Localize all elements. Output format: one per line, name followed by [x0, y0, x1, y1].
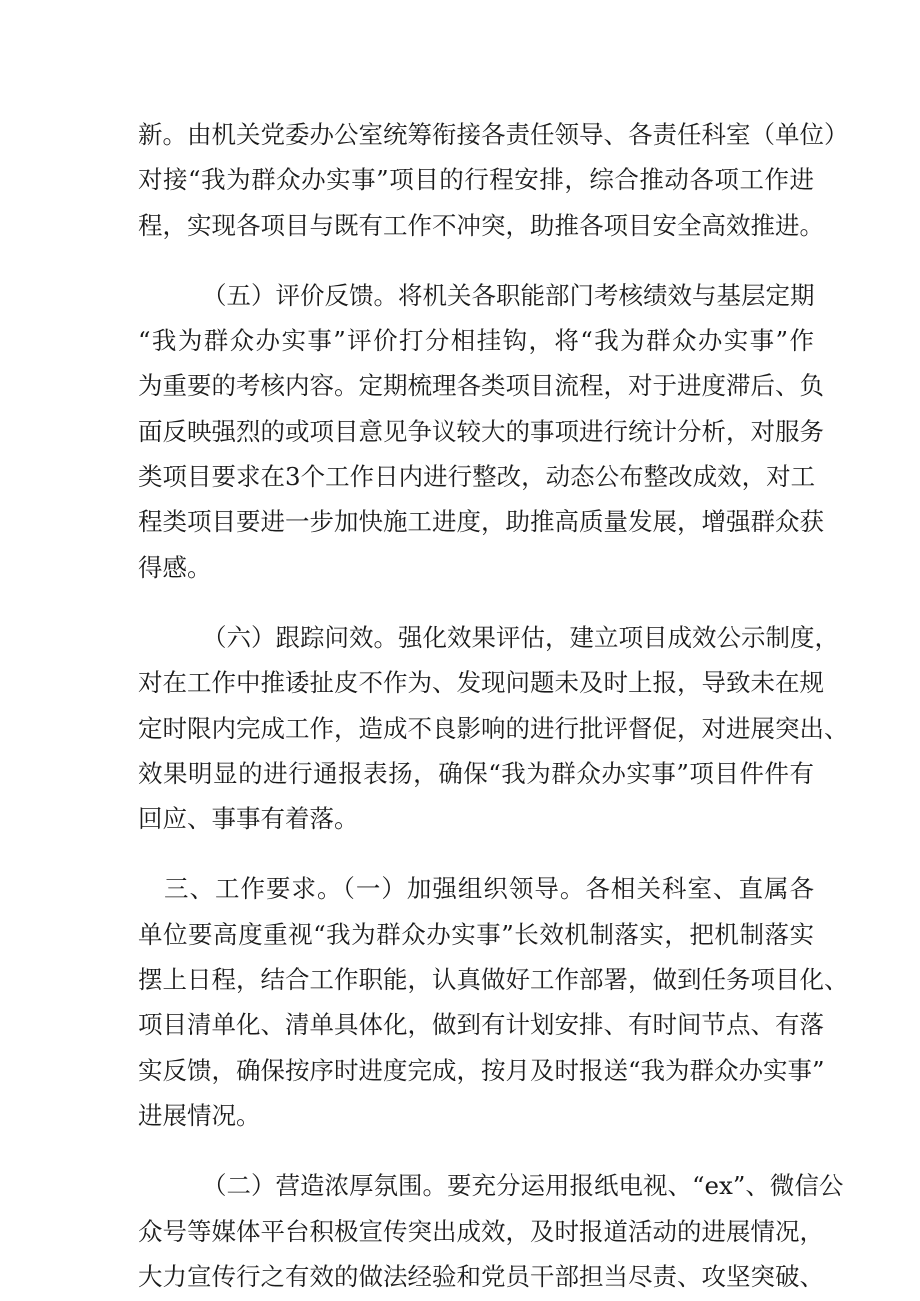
text-line: 摆上日程，结合工作职能，认真做好工作部署，做到任务项目化、	[138, 965, 849, 995]
paragraph	[138, 1163, 844, 1299]
text-line: “我为群众办实事”评价打分相挂钩，将“我为群众办实事”作	[138, 326, 814, 356]
text-line: 得感。	[138, 552, 212, 582]
text-line: 众号等媒体平台积极宣传突出成效，及时报道活动的进展情况，	[138, 1216, 824, 1246]
document-body	[138, 112, 849, 1299]
text-line: 新。由机关党委办公室统筹衔接各责任领导、各责任科室（单位）	[138, 120, 849, 149]
text-line: 类项目要求在3个工作日内进行整改，动态公布整改成效，对工	[138, 462, 816, 492]
text-line: 项目清单化、清单具体化，做到有计划安排、有时间节点、有落	[138, 1010, 824, 1040]
paragraph	[138, 615, 849, 841]
text-line: 回应、事事有着落。	[138, 804, 359, 834]
text-line: 程，实现各项目与既有工作不冲突，助推各项目安全高效推进。	[138, 210, 824, 240]
text-line: 单位要高度重视“我为群众办实事”长效机制落实，把机制落实	[138, 919, 814, 949]
text-line: （二）营造浓厚氛围。要充分运用报纸电视、“ex”、微信公	[202, 1171, 844, 1201]
text-line: （五）评价反馈。将机关各职能部门考核绩效与基层定期	[202, 280, 815, 310]
text-line: 对在工作中推诿扯皮不作为、发现问题未及时上报，导致未在规	[138, 668, 824, 698]
text-line: 效果明显的进行通报表扬，确保“我为群众办实事”项目件件有	[138, 758, 814, 788]
text-line: 程类项目要进一步加快施工进度，助推高质量发展，增强群众获	[138, 507, 824, 537]
text-line: 定时限内完成工作，造成不良影响的进行批评督促，对进展突出、	[138, 713, 849, 743]
paragraph	[138, 273, 824, 590]
text-line: （六）跟踪问效。强化效果评估，建立项目成效公示制度，	[202, 622, 839, 652]
text-line: 三、工作要求。（一）加强组织领导。各相关科室、直属各	[164, 874, 814, 904]
paragraph	[138, 866, 849, 1138]
text-line: 实反馈，确保按序时进度完成，按月及时报送“我为群众办实事”	[138, 1055, 825, 1085]
text-line: 为重要的考核内容。定期梳理各类项目流程，对于进度滞后、负	[138, 371, 824, 401]
text-line: 大力宣传行之有效的做法经验和党员干部担当尽责、攻坚突破、	[138, 1261, 824, 1291]
text-line: 对接“我为群众办实事”项目的行程安排，综合推动各项工作进	[138, 165, 814, 195]
paragraph	[138, 112, 849, 248]
text-line: 面反映强烈的或项目意见争议较大的事项进行统计分析，对服务	[138, 416, 824, 446]
text-line: 进展情况。	[138, 1100, 261, 1130]
